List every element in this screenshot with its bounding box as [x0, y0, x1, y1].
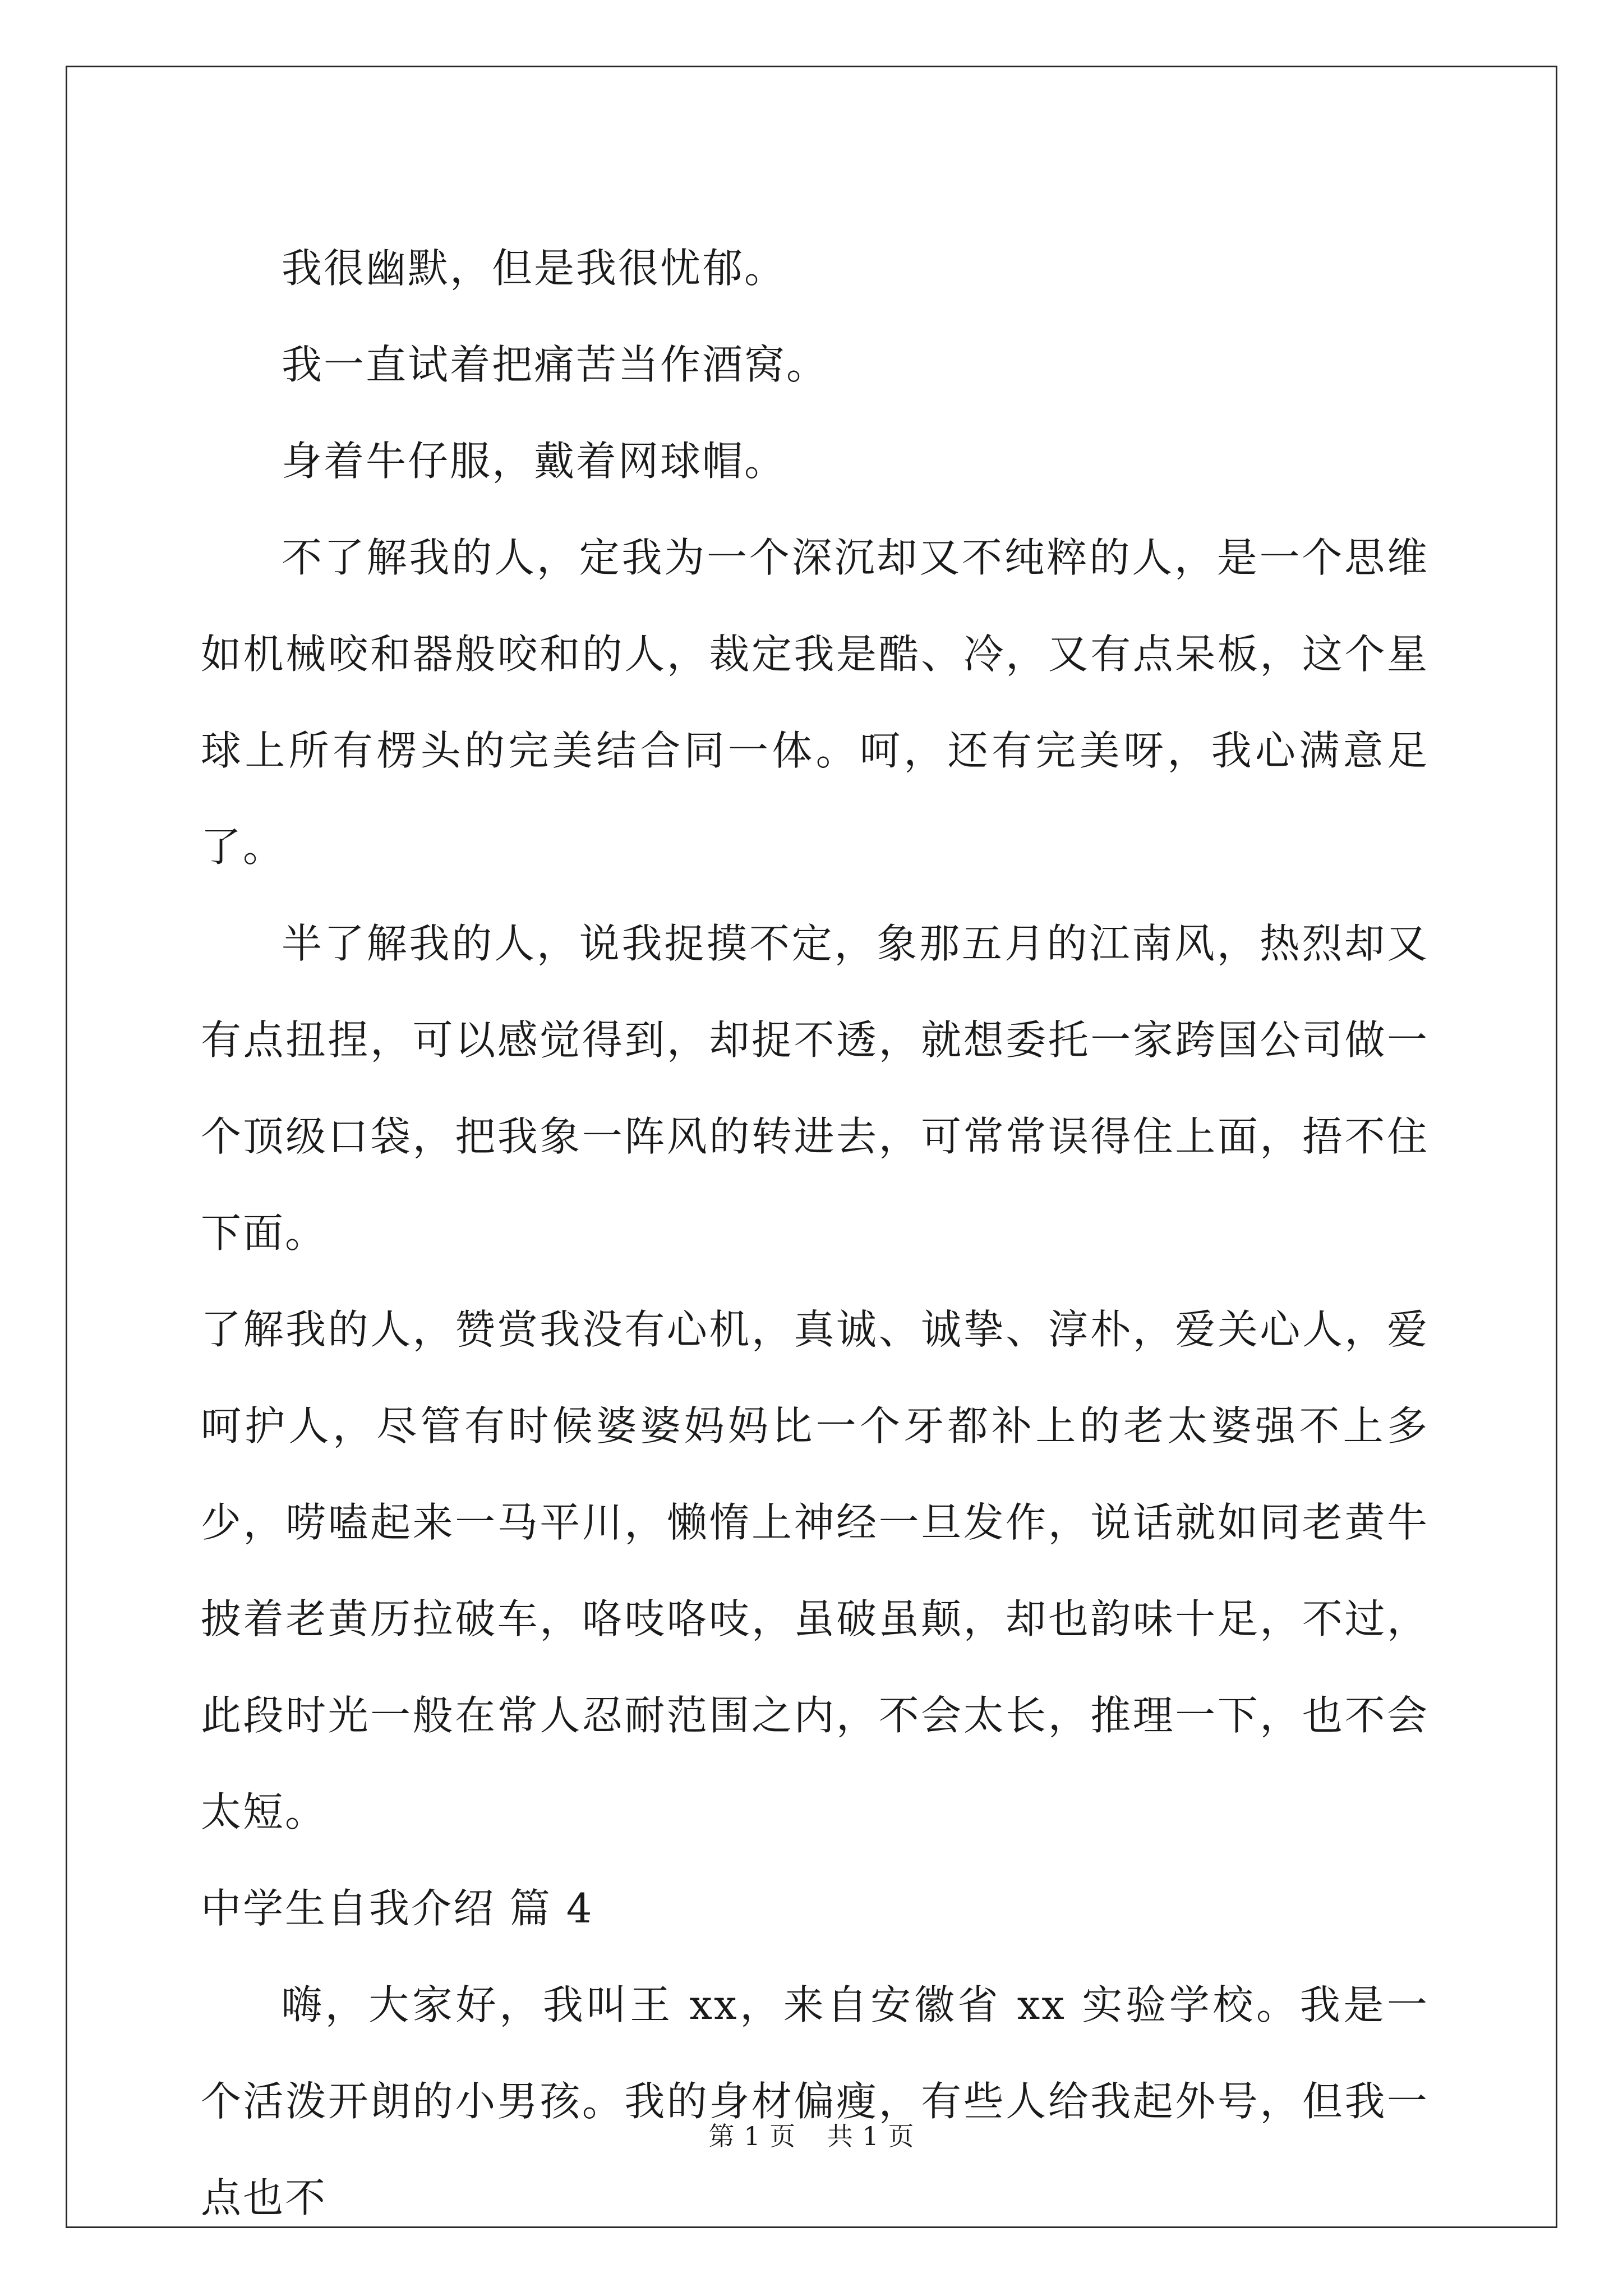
- page-number-total: 共 1 页: [827, 2121, 915, 2151]
- paragraph-2: 我一直试着把痛苦当作酒窝。: [282, 341, 829, 388]
- page-number-current: 第 1 页: [708, 2121, 796, 2151]
- paragraph-6: 了解我的人，赞赏我没有心机，真诚、诚挚、淳朴，爱关心人，爱呵护人，尽管有时候婆婆妈妈比一个牙都补上的老太婆强不上多少，唠嗑起来一马平川，懒惰上神经一旦发作，说话就如同老黄牛披着老黄历拉破车，咯吱咯吱，虽破虽颠，却也韵味十足，不过，此段时光一般在常人忍耐范围之内，不会太长，推理一下，也不会太短。: [201, 1306, 1429, 1835]
- paragraph-4: 不了解我的人，定我为一个深沉却又不纯粹的人，是一个思维如机械咬和器般咬和的人，裁定我是酷、冷，又有点呆板，这个星球上所有楞头的完美结合同一体。呵，还有完美呀，我心满意足了。: [201, 534, 1429, 871]
- paragraph-1: 我很幽默，但是我很忧郁。: [282, 245, 787, 292]
- paragraph-5: 半了解我的人，说我捉摸不定，象那五月的江南风，热烈却又有点扭捏，可以感觉得到，却捉不透，就想委托一家跨国公司做一个顶级口袋，把我象一阵风的转进去，可常常误得住上面，捂不住下面。: [201, 920, 1429, 1257]
- document-body: [201, 220, 1429, 2246]
- page-footer: [0, 2116, 1623, 2153]
- paragraph-3: 身着牛仔服，戴着网球帽。: [282, 438, 787, 485]
- section-paragraph-1: 嗨，大家好，我叫王 xx，来自安徽省 xx 实验学校。我是一个活泼开朗的小男孩。我的身材偏瘦，有些人给我起外号，但我一点也不: [201, 1981, 1429, 2221]
- section-heading: 中学生自我介绍 篇 4: [201, 1885, 594, 1932]
